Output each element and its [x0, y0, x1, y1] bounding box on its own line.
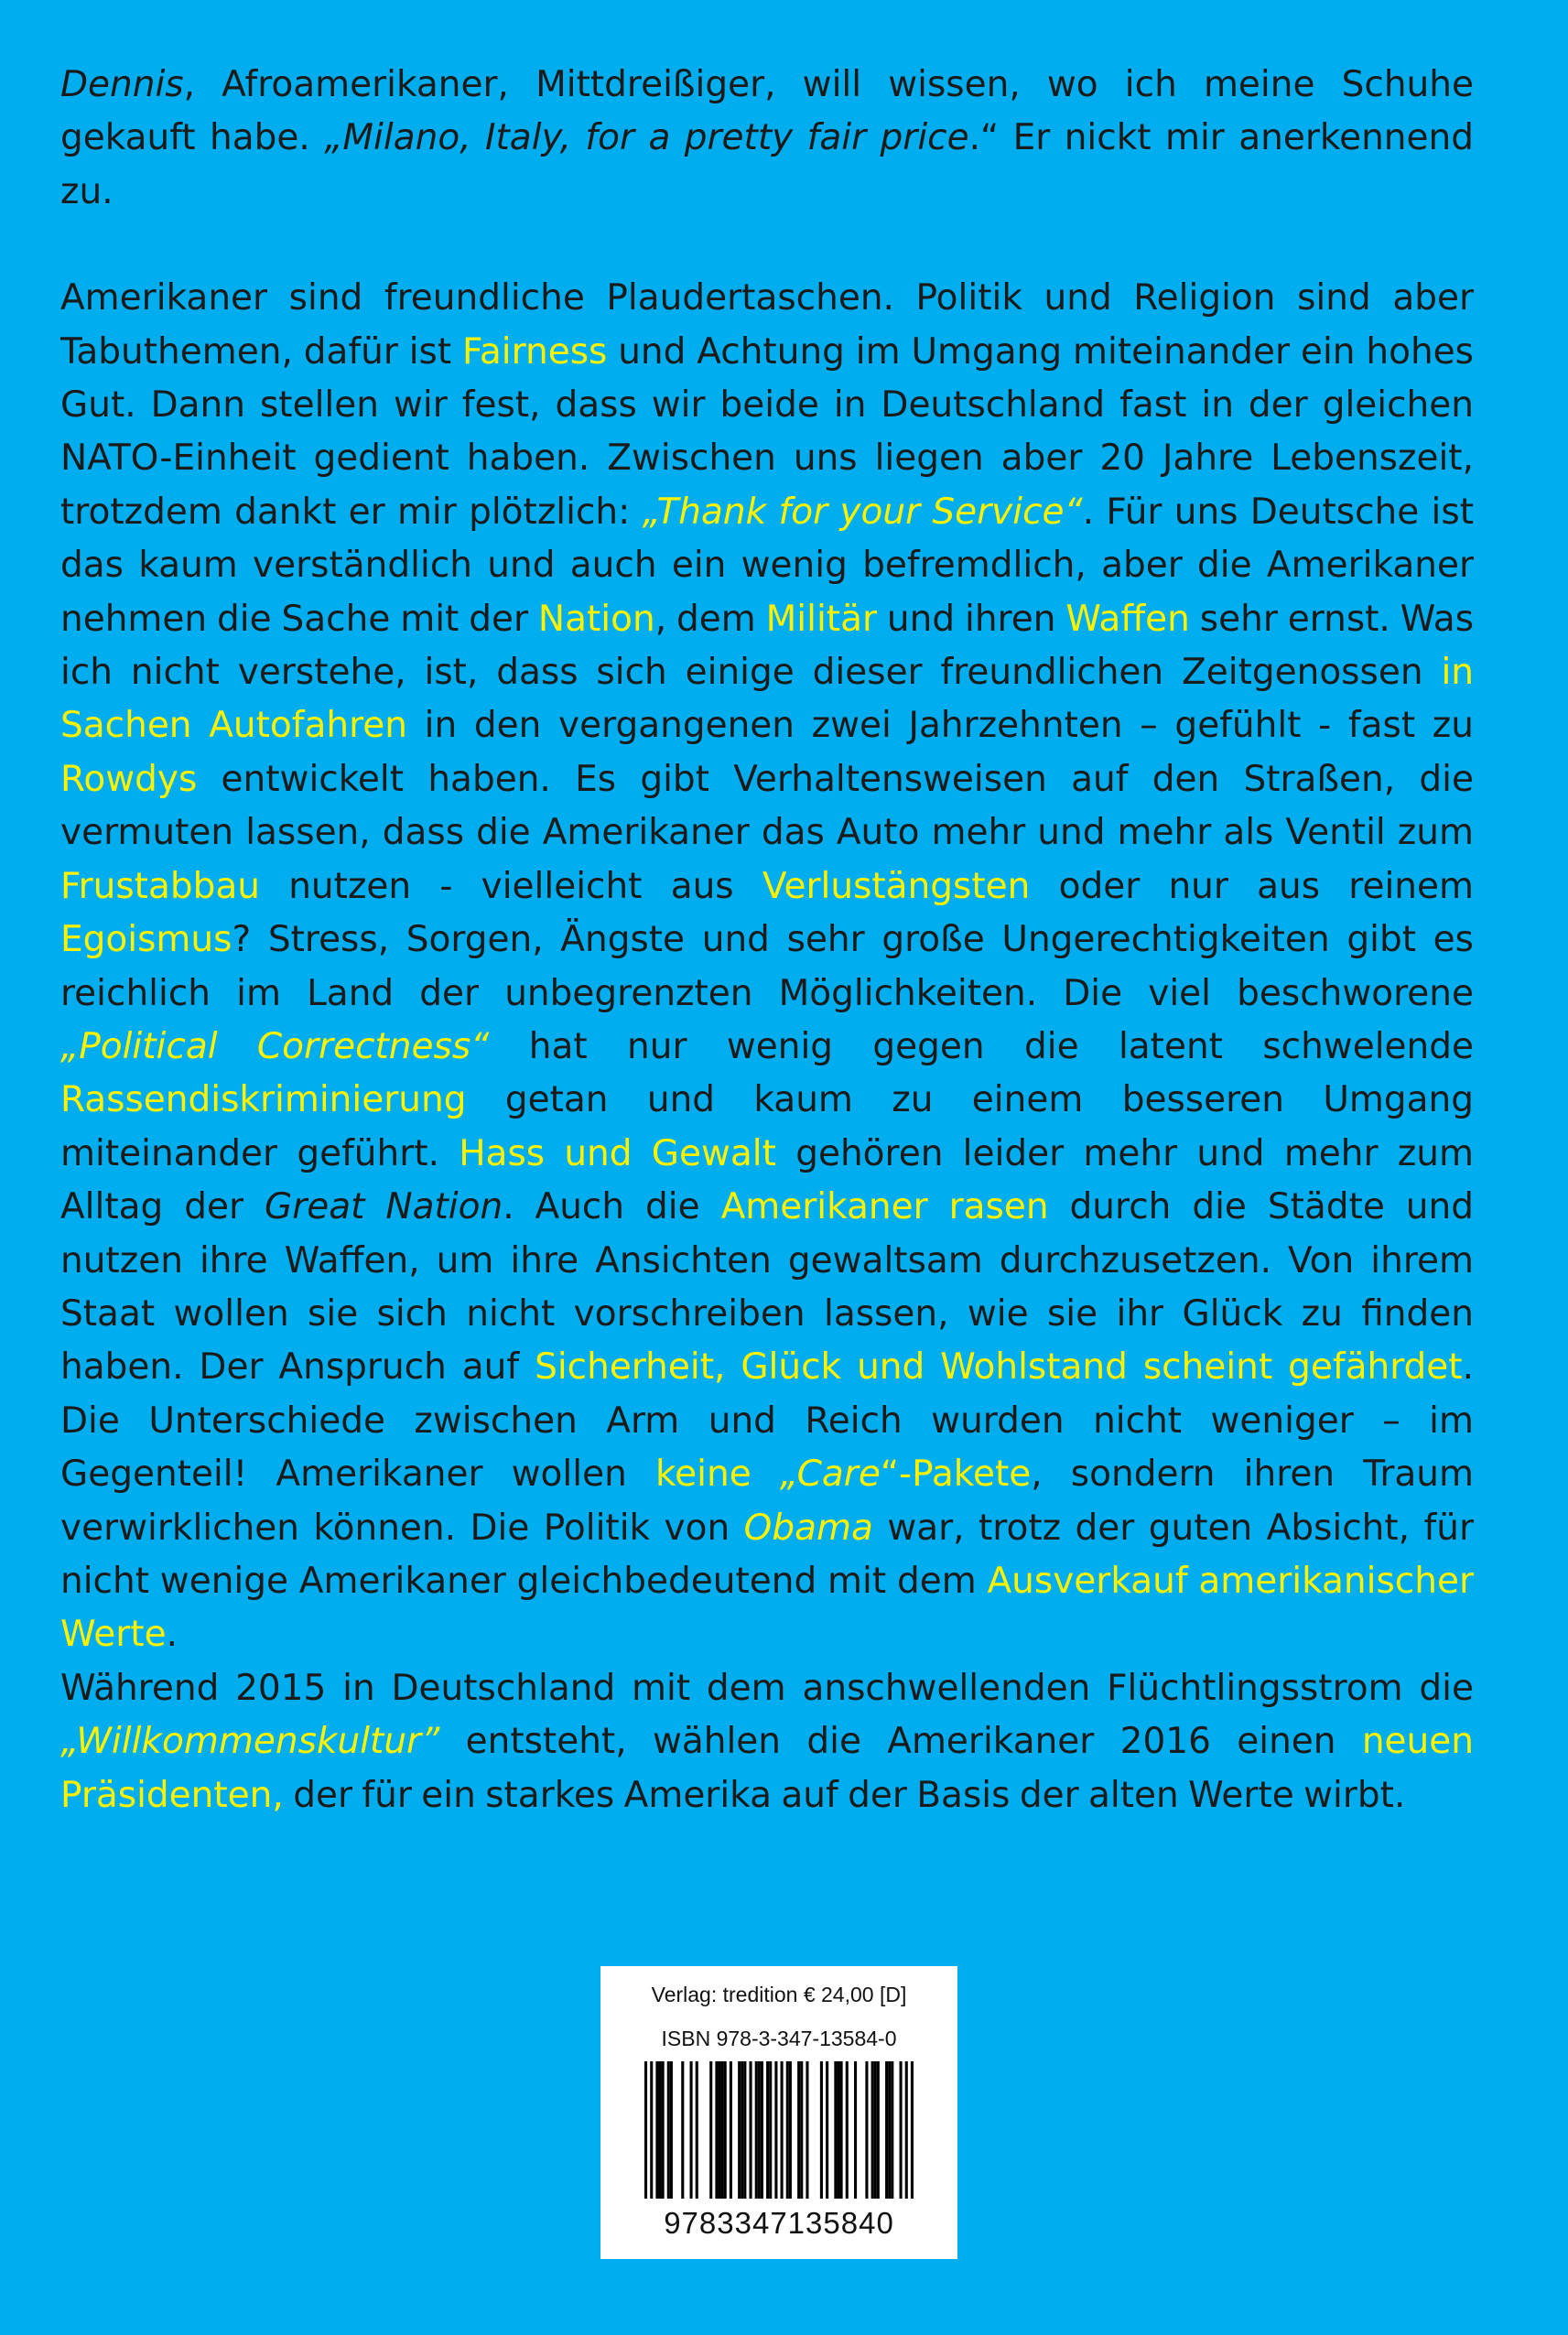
barcode-bar: [877, 2061, 880, 2199]
publisher-price: Verlag: tredition € 24,00 [D]: [651, 1983, 907, 2006]
barcode-bar: [758, 2061, 761, 2199]
text-segment: Frustabbau: [60, 865, 260, 907]
barcode-bar: [644, 2061, 647, 2199]
text-segment: Sicherheit, Glück und Wohlstand scheint gefährdet: [535, 1346, 1463, 1389]
text-segment: ? Stress, Sorgen, Ängste und sehr große Ungerechtigkeiten gibt es reichlich im Land der unbegrenzten Möglichkeiten. Die viel beschworene: [60, 919, 1474, 1014]
text-segment: .: [166, 1614, 178, 1656]
text-segment: “-Pakete: [880, 1454, 1032, 1496]
paragraph-intro: [60, 59, 1474, 219]
text-segment: . Die Unterschiede zwischen Arm und Reich wurden nicht weniger – im Gegenteil! Amerikaner wollen: [60, 1346, 1474, 1496]
text-segment: hat nur wenig gegen die latent schwelende: [489, 1025, 1474, 1067]
text-segment: Nation: [537, 598, 655, 640]
text-segment: neuen Präsidenten,: [60, 1721, 1474, 1816]
text-segment: Ausverkauf amerikanischer Werte: [60, 1560, 1474, 1656]
barcode-bar: [871, 2061, 874, 2199]
barcode-bar: [786, 2061, 789, 2199]
text-segment: gehören leider mehr und mehr zum Alltag der: [60, 1132, 1474, 1228]
text-segment: Waffen: [1065, 598, 1190, 640]
back-cover-text: [60, 59, 1474, 1822]
text-segment: Fairness: [462, 330, 608, 373]
text-segment: Amerikaner sind freundliche Plaudertaschen. Politik und Religion sind aber Tabuthemen, dafür ist: [60, 277, 1474, 373]
barcode-bar: [750, 2061, 752, 2199]
barcode-bar: [888, 2061, 891, 2199]
isbn-barcode-box: [600, 1966, 957, 2259]
barcode-bar: [781, 2061, 784, 2199]
text-segment: , Afroamerikaner, Mittdreißiger, will wissen, wo ich meine Schuhe gekauft habe.: [60, 64, 1474, 159]
barcode-bar: [905, 2061, 908, 2199]
barcode-bar: [774, 2061, 777, 2199]
barcode-bar: [800, 2061, 803, 2199]
barcode-bar: [865, 2061, 868, 2199]
text-segment: Militär: [765, 598, 878, 640]
barcode-bar: [730, 2061, 732, 2199]
barcode-bar: [761, 2061, 763, 2199]
barcode-bar: [658, 2061, 661, 2199]
text-segment: Verlustängsten: [762, 865, 1031, 907]
text-segment: oder nur aus reinem: [1030, 865, 1474, 907]
barcode-bar: [690, 2061, 693, 2199]
text-segment: „Milano, Italy, for a pretty fair price: [324, 117, 969, 159]
paragraph-closing: [60, 1662, 1474, 1822]
barcode-bar: [769, 2061, 772, 2199]
barcode-bar: [874, 2061, 877, 2199]
text-segment: , sondern ihren Traum verwirklichen können. Die Politik von: [60, 1454, 1474, 1549]
barcode-bar: [834, 2061, 837, 2199]
text-segment: Rowdys: [60, 758, 198, 800]
text-segment: Während 2015 in Deutschland mit dem anschwellenden Flüchtlingsstrom die: [60, 1667, 1474, 1709]
barcode-number: 9783347135840: [664, 2206, 894, 2240]
text-segment: . Für uns Deutsche ist das kaum verständlich und auch ein wenig befremdlich, aber die Amerikaner nehmen die Sache mit der: [60, 491, 1474, 640]
text-segment: , dem: [654, 598, 766, 640]
text-segment: Obama: [743, 1507, 873, 1549]
text-segment: . Auch die: [503, 1186, 721, 1228]
text-segment: und ihren: [877, 598, 1066, 640]
barcode-icon: [644, 2061, 914, 2199]
text-segment: Rassendiskriminierung: [60, 1079, 467, 1121]
barcode-bar: [766, 2061, 769, 2199]
text-segment: war, trotz der guten Absicht, für nicht wenige Amerikaner gleichbedeutend mit dem: [60, 1507, 1474, 1602]
barcode-bar: [741, 2061, 743, 2199]
barcode-bar: [709, 2061, 712, 2199]
text-segment: entsteht, wählen die Amerikaner 2016 einen: [439, 1721, 1362, 1763]
barcode-bar: [721, 2061, 724, 2199]
barcode-bar: [650, 2061, 653, 2199]
barcode-bar: [670, 2061, 673, 2199]
text-segment: „Thank for your Service“: [642, 491, 1083, 533]
barcode-bar: [846, 2061, 849, 2199]
barcode-bar: [738, 2061, 741, 2199]
barcode-bar: [911, 2061, 914, 2199]
text-segment: Dennis: [60, 64, 184, 105]
text-segment: „Political Correctness“: [60, 1025, 490, 1067]
text-segment: getan und kaum zu einem besseren Umgang miteinander geführt.: [60, 1079, 1474, 1174]
text-segment: sehr ernst. Was ich nicht verstehe, ist, dass sich einige dieser freundlichen Zeitgenossen: [60, 598, 1475, 694]
barcode-bar: [840, 2061, 843, 2199]
barcode-bar: [755, 2061, 758, 2199]
text-segment: keine: [654, 1454, 780, 1496]
text-segment: in den vergangenen zwei Jahrzehnten – gefühlt - fast zu: [406, 705, 1474, 747]
text-segment: Hass und Gewalt: [459, 1132, 776, 1174]
text-segment: „Willkommenskultur”: [60, 1721, 440, 1763]
barcode-bar: [837, 2061, 839, 2199]
barcode-bar: [743, 2061, 746, 2199]
barcode-bar: [891, 2061, 893, 2199]
barcode-bar: [681, 2061, 684, 2199]
barcode-bar: [724, 2061, 727, 2199]
barcode-bar: [667, 2061, 670, 2199]
barcode-bar: [789, 2061, 792, 2199]
barcode-bar: [715, 2061, 718, 2199]
text-segment: durch die Städte und nutzen ihre Waffen, um ihre Ansichten gewaltsam durchzusetzen. Von ihrem Staat wollen sie sich nicht vorschreiben lassen, wie sie ihr Glück zu finden haben. Der Anspruch auf: [60, 1186, 1474, 1389]
barcode-bar: [820, 2061, 823, 2199]
paragraph-main: [60, 272, 1474, 1662]
barcode-bar: [885, 2061, 888, 2199]
text-segment: nutzen - vielleicht aus: [260, 865, 762, 907]
barcode-bar: [662, 2061, 665, 2199]
barcode-bar: [826, 2061, 828, 2199]
barcode-bar: [806, 2061, 808, 2199]
text-segment: und Achtung im Umgang miteinander ein hohes Gut. Dann stellen wir fest, dass wir beide in Deutschland fast in der gleichen NATO-Einheit gedient haben. Zwischen uns liegen aber 20 Jahre Lebenszeit, trotzdem dankt er mir plötzlich:: [60, 330, 1474, 533]
text-segment: Amerikaner rasen: [720, 1186, 1049, 1228]
barcode-bar: [797, 2061, 800, 2199]
text-segment: in Sachen Autofahren: [60, 652, 1474, 747]
barcode-bar: [718, 2061, 720, 2199]
text-segment: Great Nation: [265, 1186, 503, 1228]
text-segment: .“ Er nickt mir anerkennend zu.: [60, 117, 1474, 212]
text-segment: entwickelt haben. Es gibt Verhaltensweisen auf den Straßen, die vermuten lassen, dass die Amerikaner das Auto mehr und mehr als Ventil zum: [60, 758, 1474, 854]
text-segment: Egoismus: [60, 919, 232, 961]
barcode-bar: [854, 2061, 857, 2199]
barcode-bar: [696, 2061, 698, 2199]
text-segment: der für ein starkes Amerika auf der Basis der alten Werte wirbt.: [283, 1774, 1406, 1816]
isbn-label: ISBN 978-3-347-13584-0: [661, 2027, 897, 2050]
barcode-bar: [900, 2061, 903, 2199]
text-segment: „Care: [779, 1454, 881, 1496]
barcode-bar: [655, 2061, 658, 2199]
